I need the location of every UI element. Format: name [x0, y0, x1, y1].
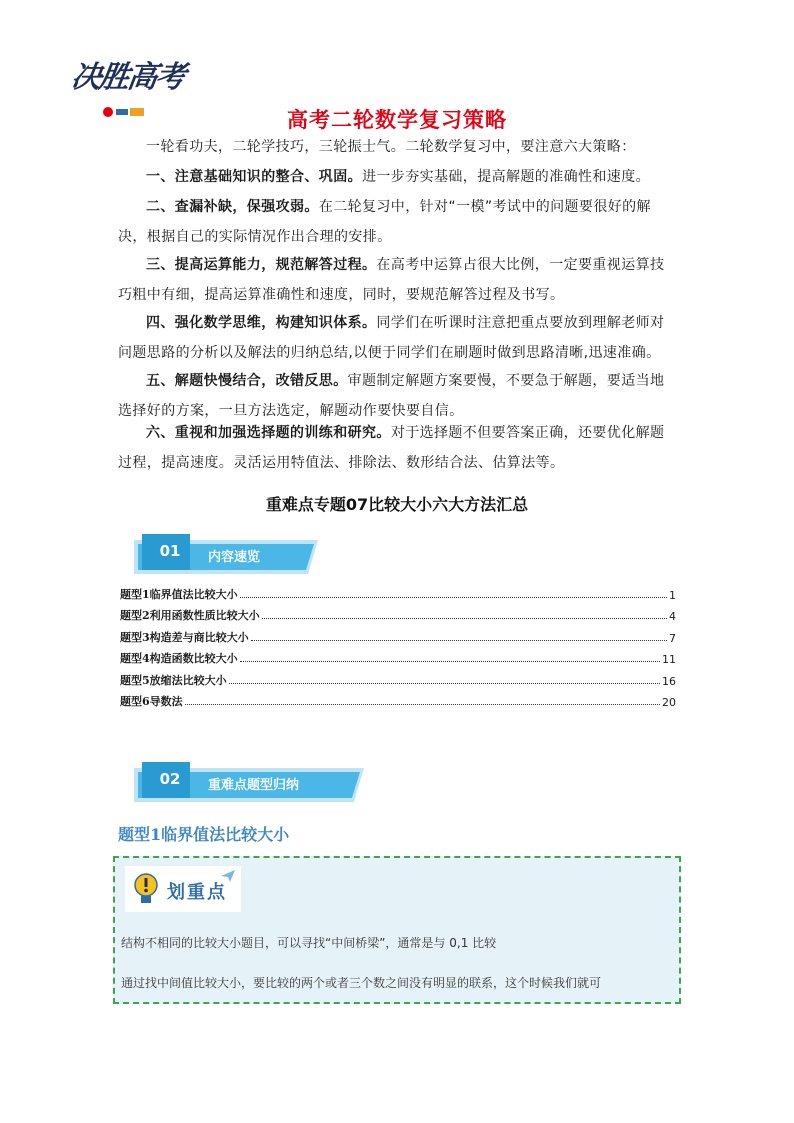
- strategy-5: 五、解题快慢结合，改错反思。审题制定解题方案要慢，不要急于解题，要适当地选择好的方案，一旦方法选定，解题动作要快要自信。: [118, 373, 665, 419]
- banner-label: 重难点题型归纳: [208, 778, 300, 793]
- table-of-contents: [120, 580, 676, 709]
- key-point-text: 结构不相同的比较大小题目，可以寻找“中间桥梁”，通常是与 0,1 比较: [121, 936, 497, 950]
- key-point-label: 划重点: [167, 882, 227, 903]
- strategy-6: 六、重视和加强选择题的训练和研究。对于选择题不但要答案正确，还要优化解题过程，提高速度。灵活运用特值法、排除法、数形结合法、估算法等。: [118, 425, 665, 471]
- banner-overview: [128, 530, 328, 580]
- key-point-box: [113, 856, 681, 1004]
- strategy-3: 三、提高运算能力，规范解答过程。在高考中运算占很大比例，一定要重视运算技巧粗中有细，提高运算准确性和速度，同时，要规范解答过程及书写。: [118, 257, 665, 303]
- section-title: 重难点专题07比较大小六大方法汇总: [265, 495, 529, 514]
- toc-item[interactable]: 题型5放缩法比较大小 16: [120, 673, 676, 688]
- intro-paragraph: 一轮看功夫，二轮学技巧，三轮振士气。二轮数学复习中，要注意六大策略：: [146, 139, 636, 155]
- logo-text: 决胜高考: [69, 60, 186, 95]
- key-point-text: 通过找中间值比较大小，要比较的两个或者三个数之间没有明显的联系，这个时候我们就可: [121, 976, 602, 990]
- strategy-4: 四、强化数学思维，构建知识体系。同学们在听课时注意把重点要放到理解老师对问题思路的分析以及解法的归纳总结,以便于同学们在刷题时做到思路清晰,迅速准确。: [118, 315, 665, 361]
- key-point-badge: [125, 866, 241, 912]
- lightbulb-icon: [133, 872, 159, 906]
- toc-item[interactable]: 题型1临界值法比较大小 1: [120, 587, 676, 602]
- toc-item[interactable]: 题型3构造差与商比较大小 7: [120, 630, 676, 645]
- banner-label: 内容速览: [208, 550, 261, 565]
- banner-number: 02: [159, 770, 181, 788]
- banner-number: 01: [159, 542, 181, 560]
- strategy-2: 二、查漏补缺，保强攻弱。在二轮复习中，针对“一模”考试中的问题要很好的解决，根据自己的实际情况作出合理的安排。: [118, 199, 651, 245]
- page-title: 高考二轮数学复习策略: [287, 108, 507, 132]
- toc-item[interactable]: 题型2利用函数性质比较大小 4: [120, 609, 676, 623]
- type-heading: 题型1临界值法比较大小: [118, 825, 290, 844]
- banner-key-types: [128, 758, 368, 808]
- strategy-1: 一、注意基础知识的整合、巩固。进一步夯实基础，提高解题的准确性和速度。: [146, 169, 650, 185]
- paper-plane-icon: [221, 870, 235, 882]
- toc-item[interactable]: 题型6导数法 20: [120, 695, 676, 709]
- toc-item[interactable]: 题型4构造函数比较大小 11: [120, 652, 676, 666]
